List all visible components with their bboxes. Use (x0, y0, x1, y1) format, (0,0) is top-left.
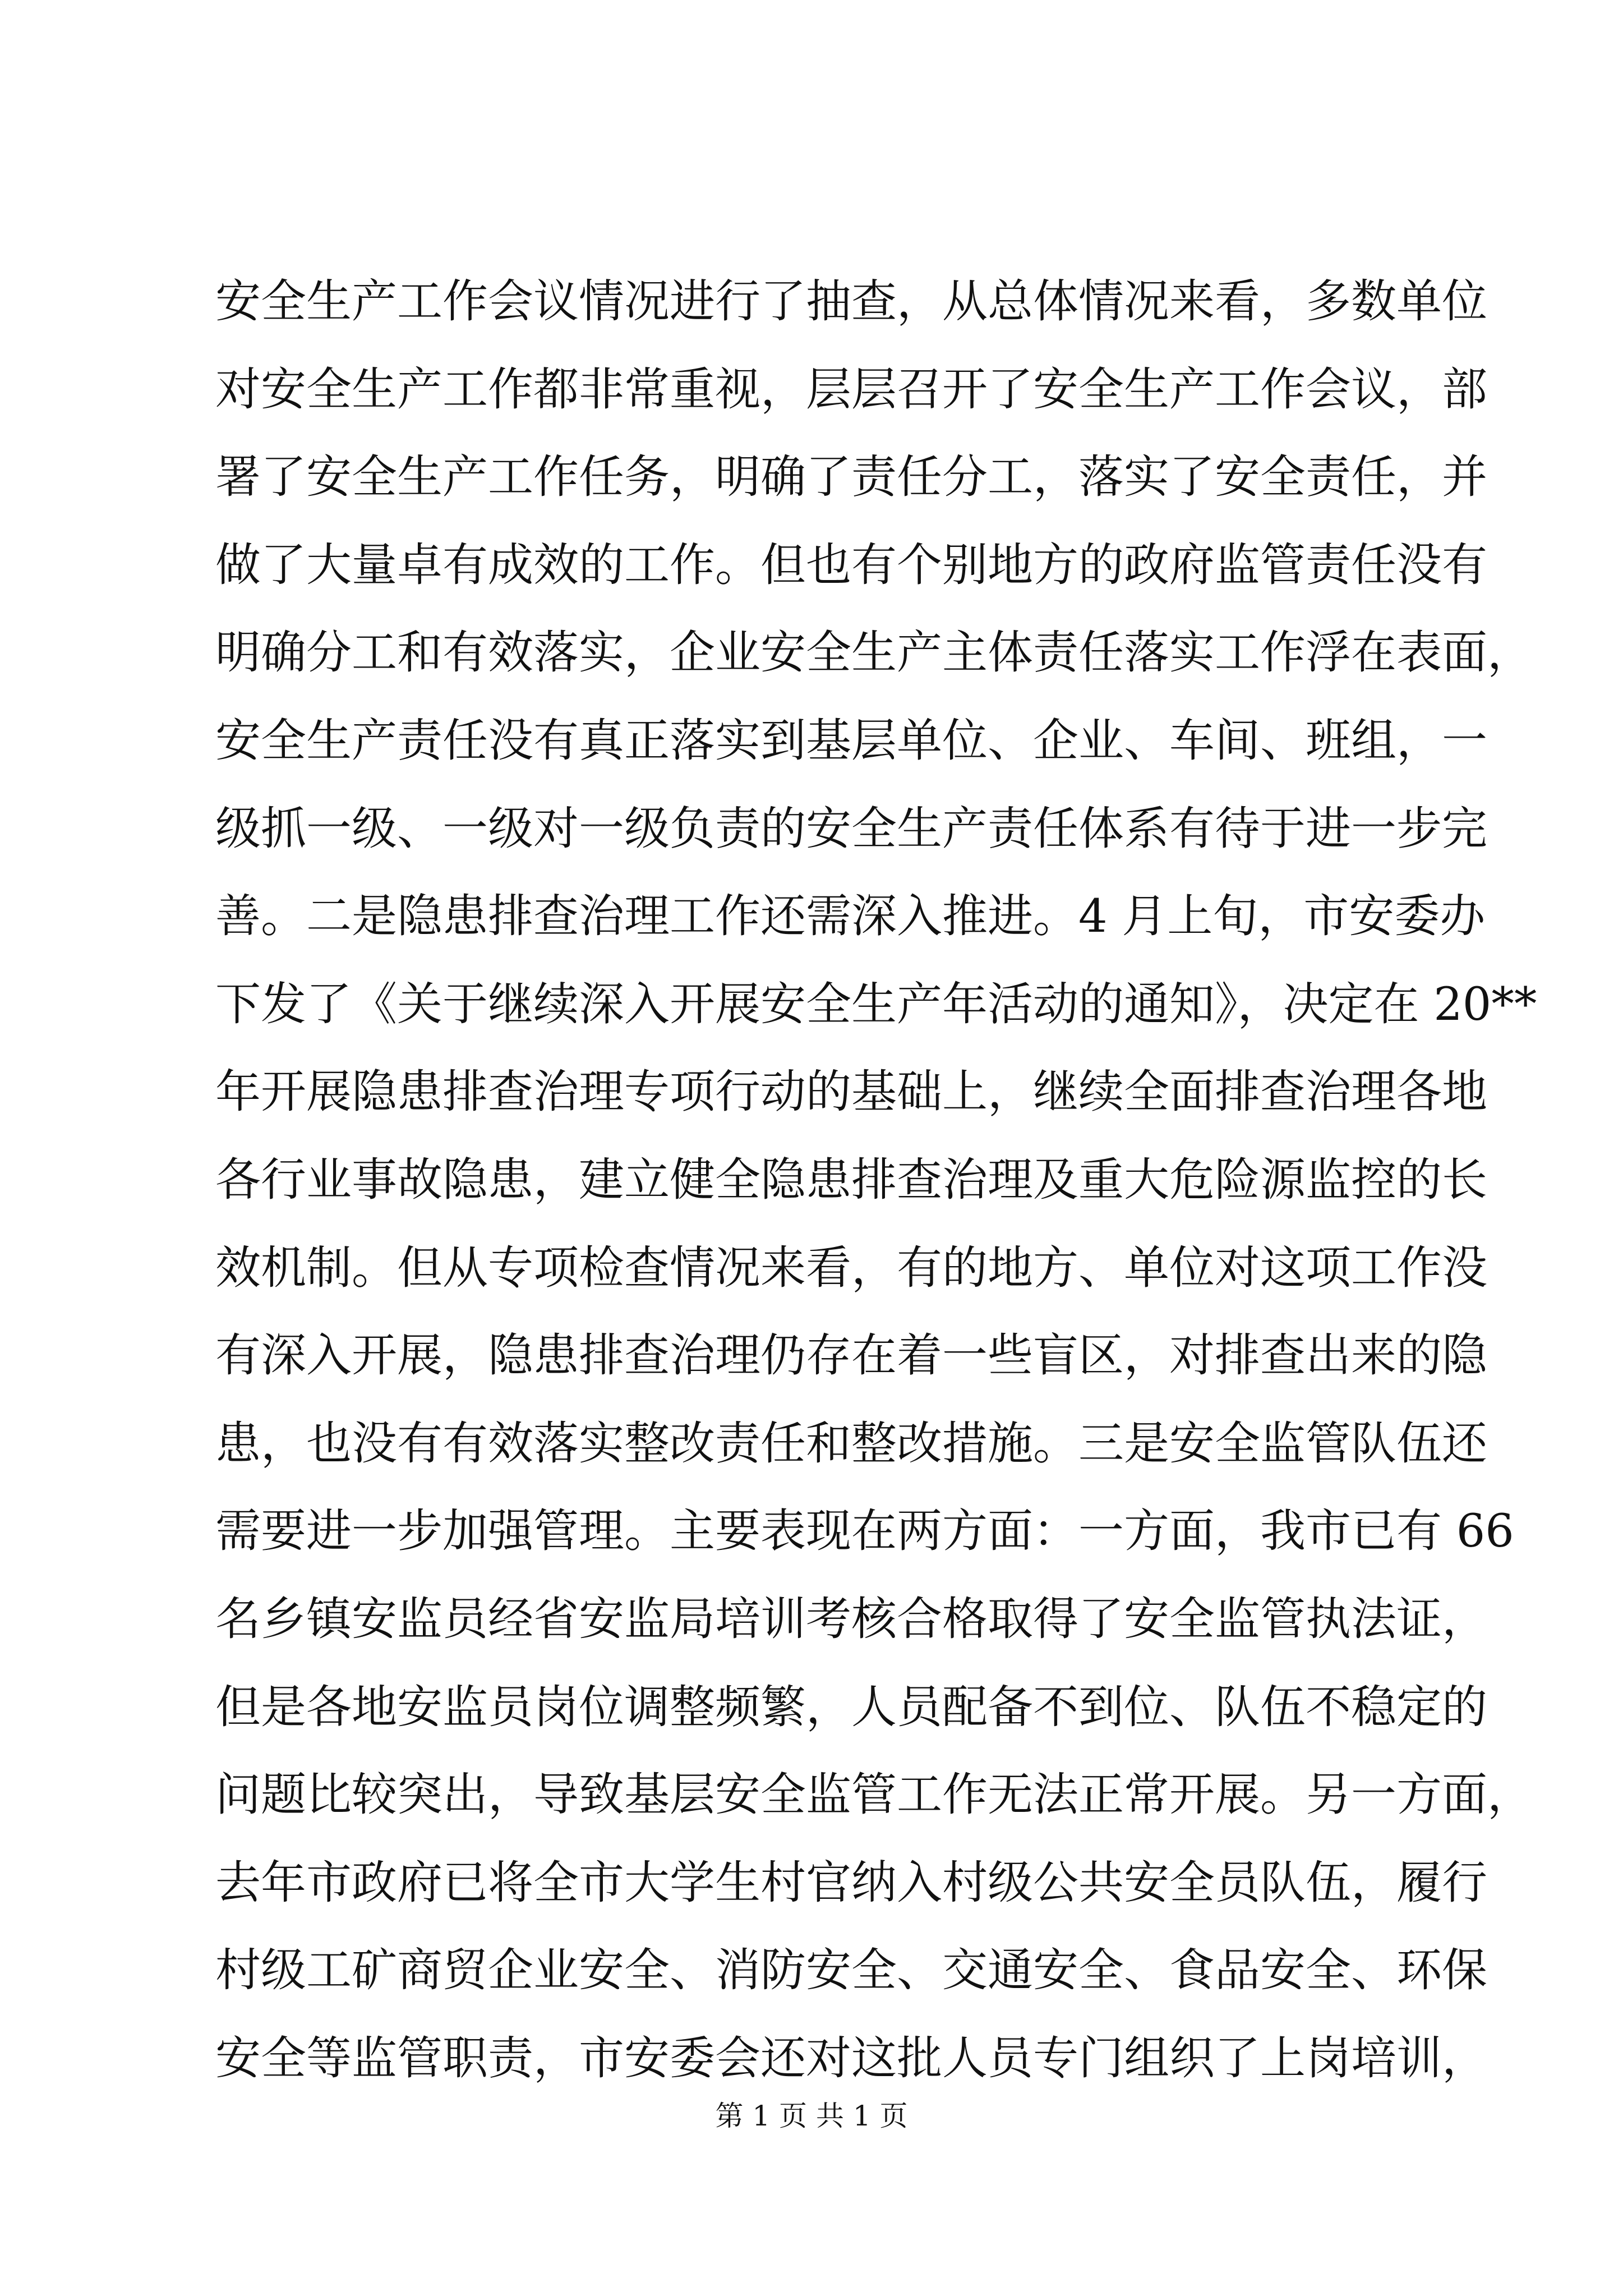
text-line-3: 署了安全生产工作任务，明确了责任分工，落实了安全责任，并 (215, 451, 1488, 504)
text-line-14: 患，也没有有效落实整改责任和整改措施。三是安全监管队伍还 (215, 1417, 1488, 1470)
text-line-17: 但是各地安监员岗位调整频繁，人员配备不到位、队伍不稳定的 (215, 1681, 1488, 1734)
text-line-1: 安全生产工作会议情况进行了抽查，从总体情况来看，多数单位 (215, 275, 1488, 328)
page-number: 第 1 页 共 1 页 (715, 2100, 908, 2132)
text-line-9: 下发了《关于继续深入开展安全生产年活动的通知》，决定在 20** (215, 978, 1537, 1031)
text-line-12: 效机制。但从专项检查情况来看，有的地方、单位对这项工作没 (215, 1241, 1488, 1295)
text-line-7: 级抓一级、一级对一级负责的安全生产责任体系有待于进一步完 (215, 802, 1488, 855)
text-line-16: 名乡镇安监员经省安监局培训考核合格取得了安全监管执法证， (215, 1593, 1488, 1646)
text-line-19: 去年市政府已将全市大学生村官纳入村级公共安全员队伍，履行 (215, 1856, 1488, 1910)
text-line-10: 年开展隐患排查治理专项行动的基础上，继续全面排查治理各地 (215, 1066, 1488, 1119)
page-footer (0, 2099, 1623, 2133)
text-line-2: 对安全生产工作都非常重视，层层召开了安全生产工作会议，部 (215, 363, 1488, 416)
text-line-18: 问题比较突出，导致基层安全监管工作无法正常开展。另一方面， (215, 1769, 1533, 1822)
text-line-11: 各行业事故隐患，建立健全隐患排查治理及重大危险源监控的长 (215, 1153, 1488, 1207)
text-line-15: 需要进一步加强管理。主要表现在两方面：一方面，我市已有 66 (215, 1505, 1514, 1558)
text-line-21: 安全等监管职责，市安委会还对这批人员专门组织了上岗培训， (215, 2032, 1488, 2085)
text-line-13: 有深入开展，隐患排查治理仍存在着一些盲区，对排查出来的隐 (215, 1329, 1488, 1383)
body-text (215, 258, 1537, 2102)
text-line-20: 村级工矿商贸企业安全、消防安全、交通安全、食品安全、环保 (215, 1944, 1488, 1998)
text-line-5: 明确分工和有效落实，企业安全生产主体责任落实工作浮在表面， (215, 627, 1533, 680)
text-line-6: 安全生产责任没有真正落实到基层单位、企业、车间、班组，一 (215, 714, 1488, 767)
text-line-8: 善。二是隐患排查治理工作还需深入推进。4 月上旬，市安委办 (215, 890, 1486, 944)
text-line-4: 做了大量卓有成效的工作。但也有个别地方的政府监管责任没有 (215, 539, 1488, 592)
